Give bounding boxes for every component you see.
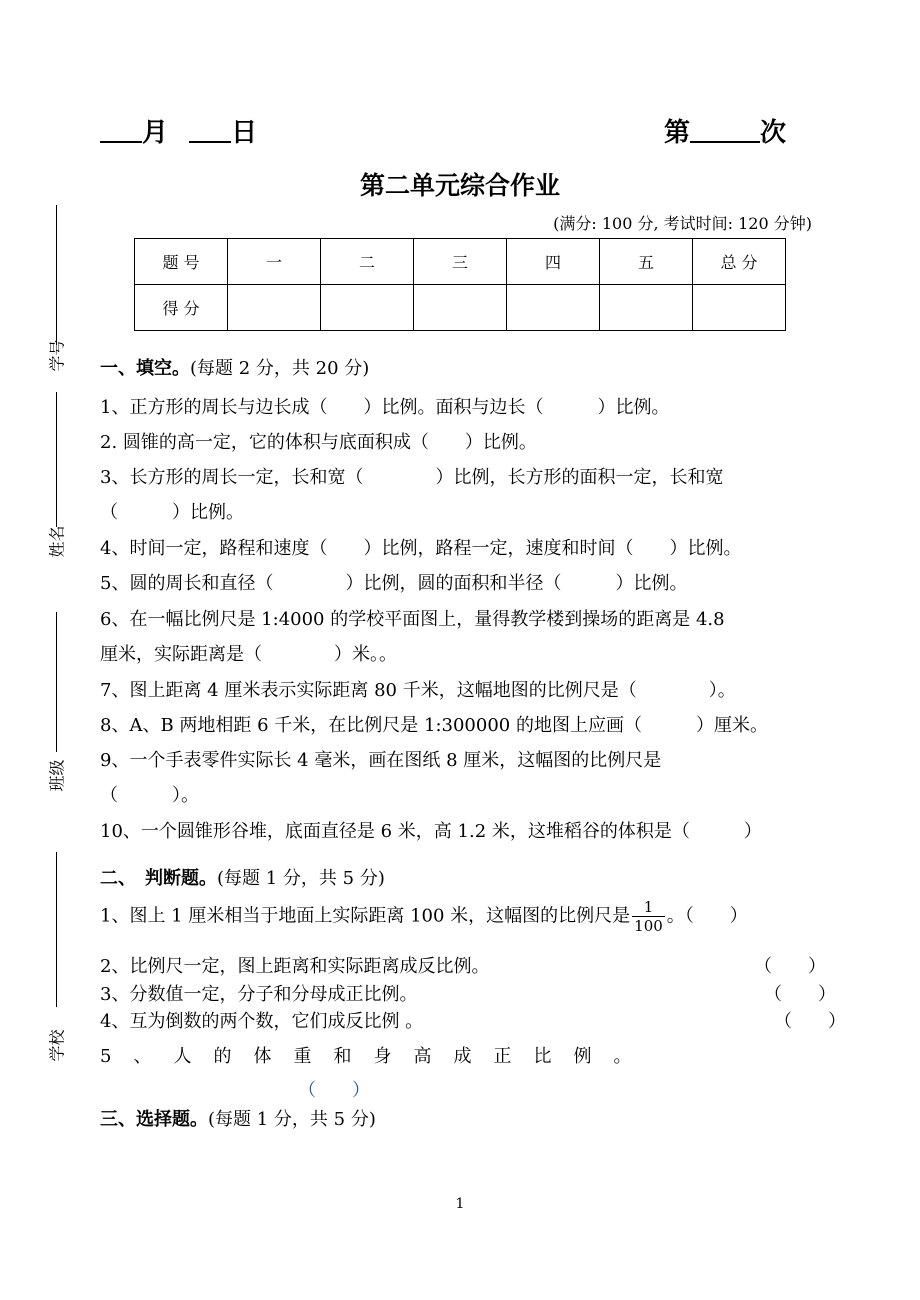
judge-item-1: [100, 898, 748, 935]
question-line: 10、一个圆锥形谷堆，底面直径是 6 米，高 1.2 米，这堆稻谷的体积是（ ）: [100, 821, 762, 842]
judge-item-text: 2、比例尺一定，图上距离和实际距离成反比例。: [100, 956, 490, 977]
judge-item-text: 4、互为倒数的两个数，它们成反比例 。: [100, 1011, 424, 1032]
table-cell: 一: [228, 239, 321, 285]
page-number: 1: [455, 1196, 465, 1212]
attempt-prefix: 第: [664, 118, 691, 148]
table-row: [135, 285, 786, 331]
table-cell: 总 分: [693, 239, 786, 285]
table-cell: 三: [414, 239, 507, 285]
section-1-title: 一、填空。: [100, 358, 190, 379]
side-line: [56, 205, 57, 345]
question-line: 6、在一幅比例尺是 1:4000 的学校平面图上，量得教学楼到操场的距离是 4.8: [100, 609, 725, 630]
date-line: [100, 112, 257, 149]
question-line: （ ）。: [100, 785, 199, 806]
question-line: 1、正方形的周长与边长成（ ）比例。面积与边长（ ）比例。: [100, 397, 670, 418]
section-3-heading: [100, 1105, 376, 1131]
judge-item-text: 3、分数值一定，分子和分母成正比例。: [100, 984, 418, 1005]
side-line: [56, 612, 57, 752]
section-1-note: (每题 2 分，共 20 分): [190, 358, 370, 379]
judge-item-5: 5、人的体重和身高成正比例。: [100, 1046, 654, 1067]
answer-paren[interactable]: （ ）: [298, 1080, 370, 1101]
day-label: 日: [231, 118, 258, 148]
fraction-denominator: 100: [634, 917, 663, 935]
month-label: 月: [142, 118, 169, 148]
score-table: [134, 238, 786, 331]
question-line: 7、图上距离 4 厘米表示实际距离 80 千米，这幅地图的比例尺是（ ）。: [100, 680, 736, 701]
table-cell: 题 号: [135, 239, 228, 285]
table-cell: 五: [600, 239, 693, 285]
question-line: 3、长方形的周长一定，长和宽（ ）比例，长方形的面积一定，长和宽: [100, 467, 724, 488]
section-1-heading: [100, 354, 369, 380]
section-3-note: (每题 1 分，共 5 分): [208, 1109, 376, 1130]
side-label-school: 学校: [47, 1029, 67, 1062]
answer-paren[interactable]: （ ）: [774, 1011, 846, 1032]
question-line: 8、A、B 两地相距 6 千米，在比例尺是 1:300000 的地图上应画（ ）厘米。: [100, 715, 768, 736]
table-cell: 四: [507, 239, 600, 285]
question-line: （ ）比例。: [100, 502, 244, 523]
judge-item-text: 1、图上 1 厘米相当于地面上实际距离 100 米，这幅图的比例尺是: [100, 905, 631, 927]
table-cell: 二: [321, 239, 414, 285]
score-cell[interactable]: [507, 285, 600, 331]
answer-paren[interactable]: （ ）: [754, 956, 826, 977]
month-blank[interactable]: [100, 117, 142, 143]
score-cell[interactable]: [693, 285, 786, 331]
question-line: 5、圆的周长和直径（ ）比例，圆的面积和半径（ ）比例。: [100, 573, 688, 594]
score-cell[interactable]: [321, 285, 414, 331]
section-3-title: 三、选择题。: [100, 1109, 208, 1130]
side-label-student-id: 学号: [47, 339, 67, 372]
section-2-note: (每题 1 分，共 5 分): [217, 868, 385, 889]
question-line: 厘米，实际距离是（ ）米。。: [100, 644, 397, 665]
exam-note: (满分: 100 分, 考试时间: 120 分钟): [553, 214, 812, 233]
score-cell[interactable]: [228, 285, 321, 331]
judge-item-tail: 。（ ）: [666, 905, 748, 927]
side-label-class: 班级: [47, 759, 67, 792]
question-line: 2. 圆锥的高一定，它的体积与底面积成（ ）比例。: [100, 432, 537, 453]
day-blank[interactable]: [189, 117, 231, 143]
side-label-name: 姓名: [47, 525, 67, 558]
section-2-heading: [100, 864, 385, 890]
side-line: [56, 392, 57, 527]
attempt-line: [664, 112, 786, 149]
score-cell[interactable]: [414, 285, 507, 331]
side-line: [56, 852, 57, 1007]
score-cell[interactable]: [600, 285, 693, 331]
question-line: 9、一个手表零件实际长 4 毫米，画在图纸 8 厘米，这幅图的比例尺是: [100, 750, 662, 771]
attempt-blank[interactable]: [690, 117, 760, 143]
table-cell: 得 分: [135, 285, 228, 331]
page-title: 第二单元综合作业: [359, 171, 560, 200]
table-row: [135, 239, 786, 285]
attempt-suffix: 次: [760, 118, 787, 148]
fraction: [632, 898, 665, 935]
fraction-numerator: 1: [632, 898, 665, 917]
section-2-title: 二、 判断题。: [100, 868, 217, 889]
question-line: 4、时间一定，路程和速度（ ）比例，路程一定，速度和时间（ ）比例。: [100, 538, 742, 559]
answer-paren[interactable]: （ ）: [764, 984, 836, 1005]
